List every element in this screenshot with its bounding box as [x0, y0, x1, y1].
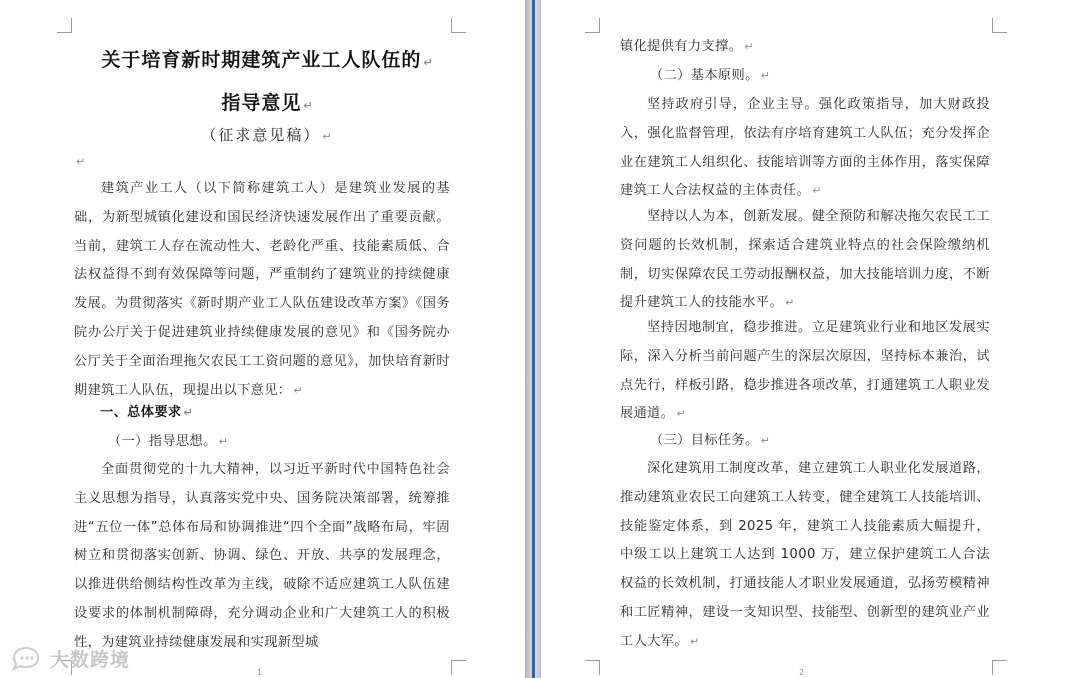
subsection-heading-guiding-ideology: （一）指导思想。 ↵	[108, 434, 229, 449]
page-number-left: 1	[257, 668, 263, 677]
watermark	[8, 644, 130, 672]
document-page-left	[0, 0, 525, 678]
goals-paragraph: 深化建筑用工制度改革，建立建筑工人职业化发展道路，推动建筑业农民工向建筑工人转变，健全建筑工人技能培训、技能鉴定体系，到 2025 年，建筑工人技能素质大幅提升，中级工以上建筑工人达到 1000 万，建立保护建筑工人合法权益的长效机制，打通技能人才职业发展通道，弘扬劳模精神和工匠精神，建设一支知识型、技能型、创新型的建筑业产业工人大军。 ↵	[620, 461, 990, 649]
document-title-line2: 指导意见 ↵	[221, 92, 314, 114]
continuation-line: 镇化提供有力支撑。 ↵	[620, 39, 754, 54]
guiding-ideology-paragraph: 全面贯彻党的十九大精神，以习近平新时代中国特色社会主义思想为指导，认真落实党中央、国务院决策部署，统筹推进“五位一体”总体布局和协调推进“四个全面”战略布局，牢固树立和贯彻落实创新、协调、绿色、开放、共享的发展理念，以推进供给侧结构性改革为主线，破除不适应建筑工人队伍建设要求的体制机制障碍，充分调动企业和广大建筑工人的积极性，为建筑业持续健康发展和实现新型城	[74, 462, 450, 650]
principle-paragraph-2: 坚持以人为本，创新发展。健全预防和解决拖欠农民工工资问题的长效机制，探索适合建筑业特点的社会保险缴纳机制，切实保障农民工劳动报酬权益，加大技能培训力度，不断提升建筑工人的技能水平。 ↵	[620, 209, 990, 311]
chat-bubble-logo-icon	[8, 645, 46, 671]
subsection-heading-goals: （三）目标任务。 ↵	[650, 433, 771, 448]
corner-mark-top-left	[57, 18, 72, 33]
corner-mark-bottom-right	[451, 660, 466, 675]
corner-mark-top-right	[451, 18, 466, 33]
document-title-line1: 关于培育新时期建筑产业工人队伍的 ↵	[101, 49, 434, 71]
corner-mark-top-left	[585, 18, 600, 33]
page-number-right: 2	[799, 668, 805, 677]
page-divider	[525, 0, 541, 678]
corner-mark-bottom-left	[585, 660, 600, 675]
corner-mark-bottom-right	[992, 660, 1007, 675]
empty-paragraph-mark: ↵	[76, 155, 86, 168]
document-page-right	[541, 0, 1065, 678]
principle-paragraph-3: 坚持因地制宜，稳步推进。立足建筑业行业和地区发展实际，深入分析当前问题产生的深层次原因，坚持标本兼治，试点先行，样板引路，稳步推进各项改革，打通建筑工人职业发展通道。 ↵	[620, 320, 990, 422]
watermark-text: 大数跨境	[50, 648, 131, 671]
subsection-heading-basic-principles: （二）基本原则。 ↵	[650, 68, 771, 83]
section-heading-general-requirements: 一、总体要求 ↵	[100, 405, 194, 420]
intro-paragraph: 建筑产业工人（以下简称建筑工人）是建筑业发展的基础，为新型城镇化建设和国民经济快速发展作出了重要贡献。当前，建筑工人存在流动性大、老龄化严重、技能素质低、合法权益得不到有效保障等问题，严重制约了建筑业的持续健康发展。为贯彻落实《新时期产业工人队伍建设改革方案》《国务院办公厅关于促进建筑业持续健康发展的意见》和《国务院办公厅关于全面治理拖欠农民工工资问题的意见》，加快培育新时期建筑工人队伍，现提出以下意见： ↵	[74, 181, 450, 398]
corner-mark-top-right	[992, 18, 1007, 33]
document-subtitle: （征求意见稿） ↵	[201, 126, 334, 144]
principle-paragraph-1: 坚持政府引导，企业主导。强化政策指导，加大财政投入，强化监督管理，依法有序培育建筑工人队伍；充分发挥企业在建筑工人组织化、技能培训等方面的主体作用，落实保障建筑工人合法权益的主体责任。 ↵	[620, 97, 990, 199]
